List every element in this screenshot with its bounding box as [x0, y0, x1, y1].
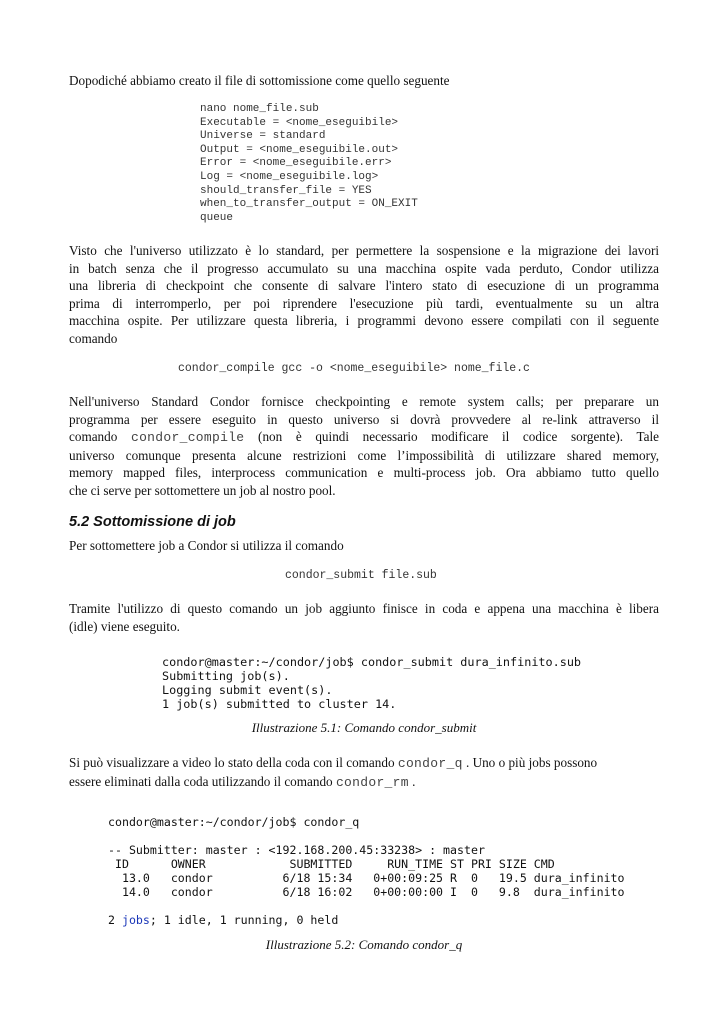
text-segment: essere eliminati dalla coda utilizzando il comando [69, 773, 333, 789]
terminal-table-row: 13.0 condor 6/18 15:34 0+00:09:25 R 0 19.5 dura_infinito [108, 871, 625, 885]
text-line: programma per essere eseguito in questo universo si dovrà provvedere al re-link attraverso il [69, 411, 659, 427]
intro-paragraph [69, 72, 659, 90]
terminal-line: Logging submit event(s). [162, 683, 333, 697]
text-line: Visto che l'universo utilizzato è lo standard, per permettere la sospensione e la migrazione dei lavori [69, 243, 659, 258]
inline-code-condor-rm: condor_rm [335, 774, 409, 790]
code-line: Universe = standard [200, 130, 326, 143]
code-line: Output = <nome_eseguibile.out> [200, 143, 399, 156]
text-line: prima di interromperlo, per poi riprendere l'esecuzione più tardi, eventualmente su un altra [69, 295, 659, 311]
text-line: Nell'universo Standard Condor fornisce checkpointing e remote system calls; per preparare un [69, 394, 659, 409]
compile-command: condor_compile gcc -o <nome_eseguibile> nome_file.c [178, 362, 530, 375]
text-segment: . Uno o più jobs possono [465, 755, 598, 770]
terminal-table-header: ID OWNER SUBMITTED RUN_TIME ST PRI SIZE CMD [108, 857, 555, 871]
terminal-summary-count: 2 [108, 913, 115, 927]
code-line: queue [200, 211, 234, 224]
caption-illustration-5-1: Illustrazione 5.1: Comando condor_submit [251, 720, 477, 735]
text-segment: comando [69, 429, 118, 445]
text-line [69, 773, 659, 792]
submit-intro-paragraph [69, 537, 659, 555]
code-line: Log = <nome_eseguibile.log> [200, 170, 379, 183]
text-line: macchina ospite. Per utilizzare questa libreria, i programmi devono essere compilati con il seguente [69, 313, 659, 329]
submit-command: condor_submit file.sub [285, 569, 437, 582]
universe-restrictions-paragraph [69, 393, 659, 500]
terminal-condor-q [108, 815, 625, 927]
text-line: una libreria di checkpoint che consente di salvare l'intero stato di esecuzione di un programma [69, 278, 659, 294]
text-line: memory mapped files, interprocess communication e multi-process job. Ora abbiamo tutto quello [69, 465, 659, 481]
text-line: Tramite l'utilizzo di questo comando un job aggiunto finisce in coda e appena una macchina è libera [69, 601, 659, 616]
terminal-line: -- Submitter: master : <192.168.200.45:33238> : master [108, 843, 485, 857]
terminal-summary-jobs: jobs [121, 913, 150, 927]
text-segment: (non è quindi necessario modificare il codice sorgente). Tale [258, 429, 660, 445]
code-line: Executable = <nome_eseguibile> [200, 116, 399, 129]
text-line: universo comunque presenta alcune restrizioni come l’impossibilità di utilizzare shared memory, [69, 447, 659, 463]
text-segment: . [412, 773, 416, 789]
terminal-summary-rest: ; 1 idle, 1 running, 0 held [149, 913, 339, 927]
text-line: Per sottomettere job a Condor si utilizza il comando [69, 538, 344, 553]
text-line [69, 754, 659, 773]
code-line: should_transfer_file = YES [200, 184, 372, 197]
text-line: che ci serve per sottomettere un job al nostro pool. [69, 482, 336, 498]
view-queue-paragraph [69, 754, 659, 791]
text-segment: Si può visualizzare a video lo stato della coda con il comando [69, 755, 395, 770]
code-line: when_to_transfer_output = ON_EXIT [200, 198, 418, 211]
inline-code-condor-compile: condor_compile [130, 430, 245, 446]
terminal-line: 1 job(s) submitted to cluster 14. [162, 697, 397, 711]
terminal-table-row: 14.0 condor 6/18 16:02 0+00:00:00 I 0 9.8 dura_infinito [108, 885, 625, 899]
submit-file-code-block [200, 103, 418, 225]
caption-illustration-5-2: Illustrazione 5.2: Comando condor_q [265, 937, 463, 952]
inline-code-condor-q: condor_q [397, 756, 463, 771]
code-line: nano nome_file.sub [200, 103, 319, 115]
intro-line: Dopodiché abbiamo creato il file di sottomissione come quello seguente [69, 73, 450, 88]
text-line [69, 428, 659, 447]
standard-universe-paragraph [69, 242, 659, 348]
code-line: Error = <nome_eseguibile.err> [200, 157, 392, 170]
terminal-line: Submitting job(s). [162, 669, 290, 683]
terminal-line: condor@master:~/condor/job$ condor_submit dura_infinito.sub [162, 655, 582, 669]
terminal-line: condor@master:~/condor/job$ condor_q [108, 815, 360, 829]
text-line: (idle) viene eseguito. [69, 618, 180, 634]
text-line: comando [69, 330, 118, 346]
queue-paragraph [69, 600, 659, 635]
terminal-condor-submit [162, 655, 581, 711]
section-heading: 5.2 Sottomissione di job [69, 514, 236, 530]
text-line: in batch senza che il progresso accumulato su una macchina ospite vada perduto, Condor utilizza [69, 260, 659, 276]
